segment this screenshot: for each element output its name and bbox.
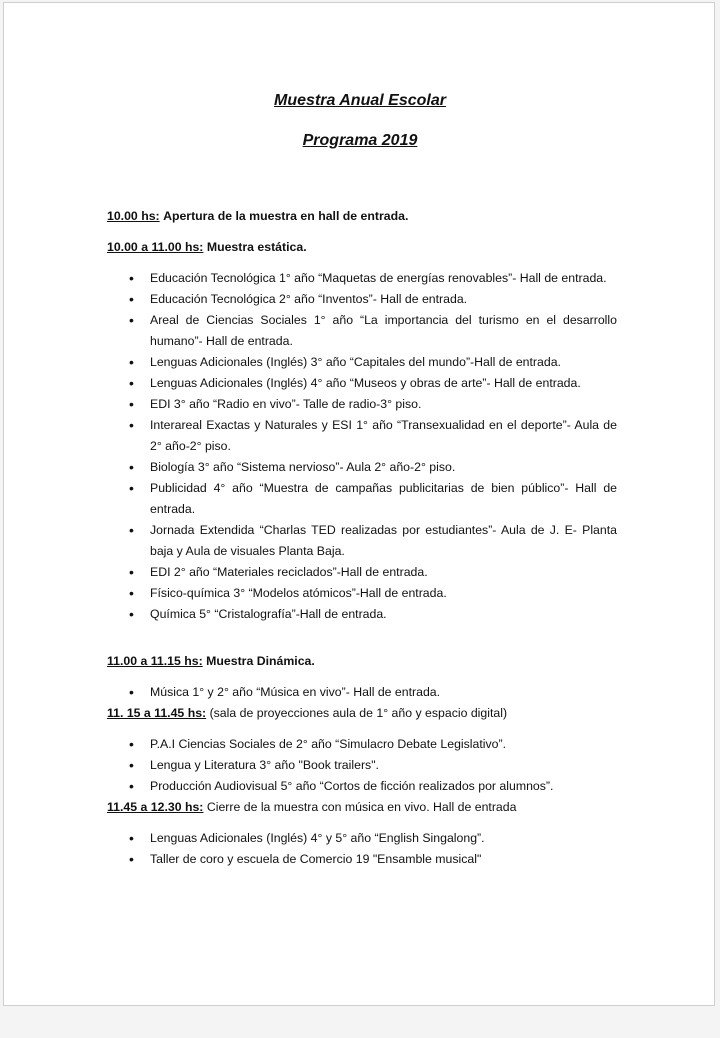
list-item: • Lenguas Adicionales (Inglés) 3° año “Capitales del mundo”-Hall de entrada. (107, 352, 617, 373)
list-item: • Educación Tecnológica 1° año “Maquetas de energías renovables”- Hall de entrada. (107, 268, 617, 289)
schedule-time: 11.45 a 12.30 hs: (107, 800, 204, 814)
list-item: • Interareal Exactas y Naturales y ESI 1° año “Transexualidad en el deporte”- Aula de 2° año-2° piso. (107, 415, 617, 457)
list-item: • Lengua y Literatura 3° año "Book trailers". (107, 755, 617, 776)
schedule-label: (sala de proyecciones aula de 1° año y espacio digital) (209, 706, 508, 720)
schedule-label: Apertura de la muestra en hall de entrada. (163, 209, 409, 223)
schedule-time: 11.00 a 11.15 hs: (107, 654, 203, 668)
list-item: • Educación Tecnológica 2° año “Inventos”- Hall de entrada. (107, 289, 617, 310)
list-item: • Química 5° “Cristalografía”-Hall de entrada. (107, 604, 617, 625)
schedule-content (107, 206, 617, 870)
list-item: • Físico-química 3° “Modelos atómicos”-Hall de entrada. (107, 583, 617, 604)
list-item: • EDI 3° año “Radio en vivo”- Talle de radio-3° piso. (107, 394, 617, 415)
list-item: • Producción Audiovisual 5° año “Cortos de ficción realizados por alumnos”. (107, 776, 617, 797)
schedule-heading (107, 237, 617, 258)
document-subtitle: Programa 2019 (302, 132, 418, 149)
schedule-heading (107, 703, 617, 724)
activity-list (107, 828, 617, 870)
activity-list (107, 734, 617, 797)
list-item: • Jornada Extendida “Charlas TED realizadas por estudiantes”- Aula de J. E- Planta baja y Aula de visuales Planta Baja. (107, 520, 617, 562)
list-item: • Areal de Ciencias Sociales 1° año “La importancia del turismo en el desarrollo humano”- Hall de entrada. (107, 310, 617, 352)
schedule-heading (107, 797, 617, 818)
schedule-time: 10.00 hs: (107, 209, 160, 223)
list-item: • Taller de coro y escuela de Comercio 19 "Ensamble musical" (107, 849, 617, 870)
list-item: • Lenguas Adicionales (Inglés) 4° y 5° año “English Singalong”. (107, 828, 617, 849)
activity-list (107, 682, 617, 703)
list-item: • Biología 3° año “Sistema nervioso”- Aula 2° año-2° piso. (107, 457, 617, 478)
list-item: • Lenguas Adicionales (Inglés) 4° año “Museos y obras de arte”- Hall de entrada. (107, 373, 617, 394)
schedule-label: Muestra Dinámica. (206, 654, 315, 668)
schedule-time: 10.00 a 11.00 hs: (107, 240, 204, 254)
list-item: • EDI 2° año “Materiales reciclados”-Hall de entrada. (107, 562, 617, 583)
schedule-label: Cierre de la muestra con música en vivo. Hall de entrada (206, 800, 517, 814)
activity-list (107, 268, 617, 625)
schedule-heading (107, 651, 617, 672)
list-item: • Música 1° y 2° año “Música en vivo”- Hall de entrada. (107, 682, 617, 703)
schedule-heading (107, 206, 617, 227)
list-item: • Publicidad 4° año “Muestra de campañas publicitarias de bien público”- Hall de entrada. (107, 478, 617, 520)
document-page (3, 2, 715, 1006)
schedule-time: 11. 15 a 11.45 hs: (107, 706, 207, 720)
document-title: Muestra Anual Escolar (274, 92, 446, 109)
schedule-label: Muestra estática. (206, 240, 307, 254)
list-item: • P.A.I Ciencias Sociales de 2° año “Simulacro Debate Legislativo”. (107, 734, 617, 755)
